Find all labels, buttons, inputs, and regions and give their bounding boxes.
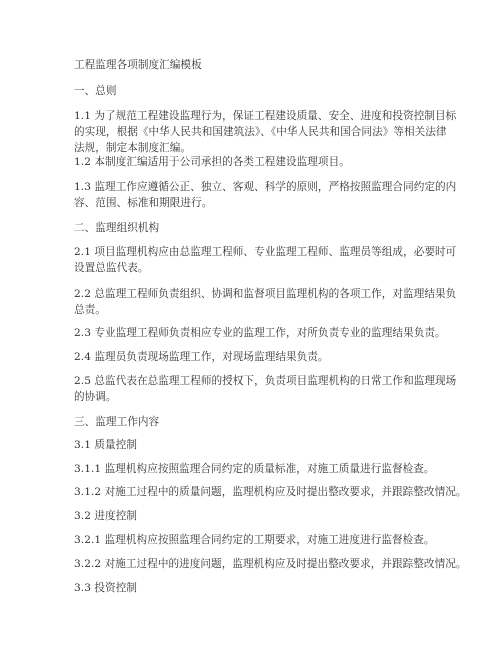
- clause-1-1-line-3: 法规，制定本制度汇编。: [74, 142, 192, 154]
- clause-2-1-line-2: 设置总监代表。: [74, 262, 149, 274]
- clause-3-2-2: 3.2.2 对施工过程中的进度问题，监理机构应及时提出整改要求，并跟踪整改情况。: [74, 558, 467, 570]
- clause-1-2: 1.2 本制度汇编适用于公司承担的各类工程建设监理项目。: [74, 156, 350, 168]
- clause-2-2-line-1: 2.2 总监理工程师负责组织、协调和监督项目监理机构的各项工作，对监理结果负: [74, 288, 457, 300]
- clause-3-1-1: 3.1.1 监理机构应按照监理合同约定的质量标准，对施工质量进行监督检查。: [74, 463, 435, 475]
- clause-2-3: 2.3 专业监理工程师负责相应专业的监理工作，对所负责专业的监理结果负责。: [74, 327, 446, 339]
- clause-3-1: 3.1 质量控制: [74, 439, 137, 451]
- clause-1-3-line-2: 容、范围、标准和期限进行。: [74, 197, 213, 209]
- clause-3-1-2: 3.1.2 对施工过程中的质量问题，监理机构应及时提出整改要求，并跟踪整改情况。: [74, 486, 467, 498]
- clause-2-2-line-2: 总责。: [74, 304, 106, 316]
- clause-3-3: 3.3 投资控制: [74, 582, 137, 594]
- clause-2-4: 2.4 监理员负责现场监理工作，对现场监理结果负责。: [74, 351, 329, 363]
- clause-2-1-line-1: 2.1 项目监理机构应由总监理工程师、专业监理工程师、监理员等组成，必要时可: [74, 246, 457, 258]
- clause-2-5-line-2: 的协调。: [74, 391, 117, 403]
- clause-1-1-line-1: 1.1 为了规范工程建设监理行为，保证工程建设质量、安全、进度和投资控制目标: [74, 110, 457, 122]
- clause-1-3-line-1: 1.3 监理工作应遵循公正、独立、客观、科学的原则，严格按照监理合同约定的内: [74, 181, 457, 193]
- clause-3-2-1: 3.2.1 监理机构应按照监理合同约定的工期要求，对施工进度进行监督检查。: [74, 534, 435, 546]
- clause-1-1-line-2: 的实现，根据《中华人民共和国建筑法》、《中华人民共和国合同法》等相关法律: [74, 126, 447, 138]
- section-heading-general: 一、总则: [74, 85, 117, 97]
- document-title: 工程监理各项制度汇编模板: [74, 59, 202, 71]
- clause-2-5-line-1: 2.5 总监代表在总监理工程师的授权下，负责项目监理机构的日常工作和监理现场: [74, 375, 457, 387]
- section-heading-work-content: 三、监理工作内容: [74, 416, 160, 428]
- section-heading-organization: 二、监理组织机构: [74, 222, 160, 234]
- clause-3-2: 3.2 进度控制: [74, 510, 137, 522]
